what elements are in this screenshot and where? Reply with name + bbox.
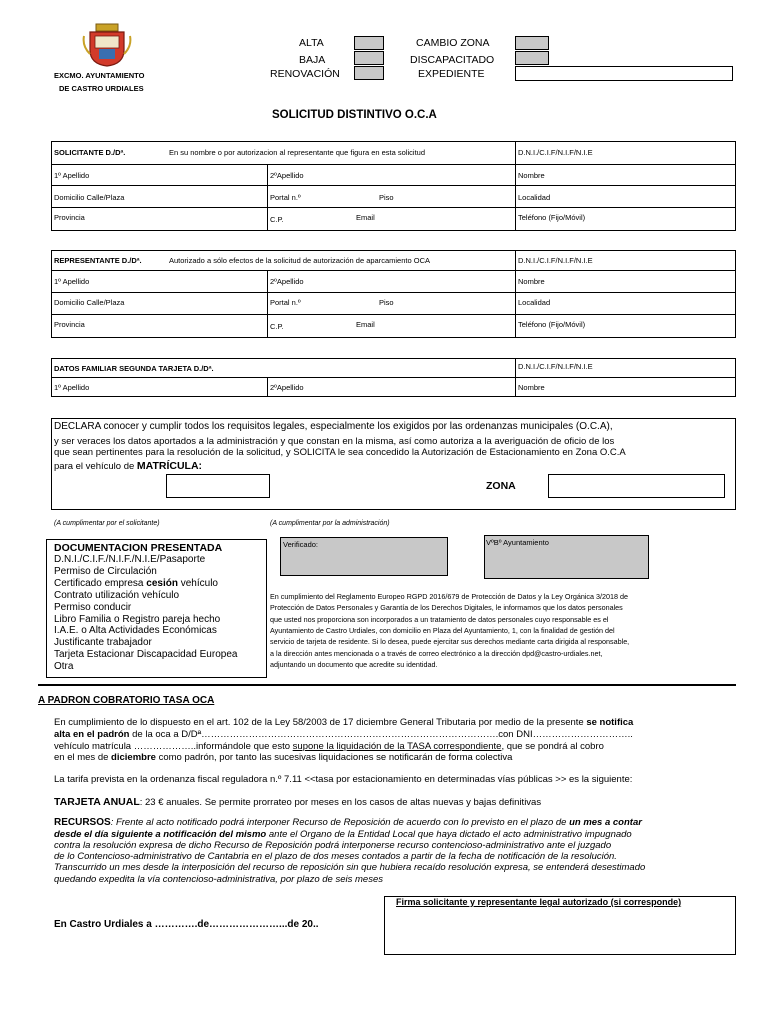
declara-line3: que sean pertinentes para la resolución de la solicitud, y SOLICITA le sea concedido la Autorización de Estacionamiento en Zona O.C.A — [54, 447, 626, 458]
declara-line4-text: para el vehículo de — [54, 461, 137, 472]
padron-tarjeta-anual — [54, 796, 541, 808]
representante-domicilio-field[interactable]: Domicilio Calle/Plaza — [54, 298, 125, 307]
recursos-label: RECURSOS — [54, 817, 111, 828]
padron-p1-line1 — [54, 717, 633, 728]
documentacion-item-tail: vehículo — [177, 577, 218, 589]
expediente-input[interactable] — [515, 66, 733, 81]
note-solicitante: (A cumplimentar por el solicitante) — [54, 520, 160, 527]
padron-p1-a-bold: se notifica — [586, 717, 634, 728]
documentacion-item — [54, 554, 205, 565]
representante-heading: REPRESENTANTE D./Dª. — [54, 256, 142, 265]
recursos-text-1: : Frente al acto notificado podrá interponer Recurso de Reposición de acuerdo con lo previsto en el plazo de — [110, 817, 570, 828]
form-title: SOLICITUD DISTINTIVO O.C.A — [272, 109, 437, 121]
option-expediente-label: EXPEDIENTE — [418, 68, 485, 80]
representante-apellido2-field[interactable]: 2ºApellido — [270, 277, 304, 286]
solicitante-cp-field[interactable]: C.P. — [270, 215, 284, 224]
rgpd-line: que usted nos proporciona son incorporados a un tratamiento de datos personales cuyo responsable es el — [270, 614, 609, 624]
recursos-text-1-bold: un mes a contar — [569, 817, 642, 828]
solicitante-localidad-field[interactable]: Localidad — [518, 193, 551, 202]
padron-p1-b-bold: alta en el padrón — [54, 729, 130, 740]
documentacion-item-text: Permiso de Circulación — [54, 565, 157, 577]
rgpd-line: Protección de Datos Personales y Garantía de los Derechos Digitales, le informamos que los datos personales — [270, 603, 623, 613]
matricula-label: MATRÍCULA: — [136, 460, 203, 472]
org-name-line1: EXCMO. AYUNTAMIENTO — [54, 71, 145, 80]
documentacion-item — [54, 637, 152, 648]
solicitante-piso-field[interactable]: Piso — [379, 193, 394, 202]
recursos-line2 — [54, 829, 632, 840]
documentacion-item-bold: cesión — [146, 577, 178, 589]
documentacion-item-text: Libro Familia o Registro pareja hecho — [54, 613, 221, 625]
representante-provincia-field[interactable]: Provincia — [54, 320, 85, 329]
documentacion-item — [54, 625, 217, 636]
recursos-line1 — [54, 817, 642, 828]
solicitante-apellido1-field[interactable]: 1º Apellido — [54, 171, 90, 180]
rgpd-line: servicio de tarjeta de residente. Si lo desea, puede ejercitar sus derechos mediante carta dirigida al responsable, — [270, 637, 630, 647]
documentacion-item — [54, 578, 218, 589]
solicitante-nombre-field[interactable]: Nombre — [518, 171, 545, 180]
documentacion-item — [54, 649, 237, 660]
padron-p1-d-bold: diciembre — [111, 752, 156, 763]
solicitante-telefono-field[interactable]: Teléfono (Fijo/Móvil) — [518, 213, 586, 222]
option-discapacitado-label: DISCAPACITADO — [410, 54, 495, 66]
representante-telefono-field[interactable]: Teléfono (Fijo/Móvil) — [518, 320, 586, 329]
solicitante-email-field[interactable]: Email — [356, 213, 375, 222]
representante-piso-field[interactable]: Piso — [379, 298, 394, 307]
solicitante-domicilio-field[interactable]: Domicilio Calle/Plaza — [54, 193, 125, 202]
option-renovacion-label: RENOVACIÓN — [270, 68, 340, 80]
recursos-line4: de lo Contencioso-administrativo de Cantabria en el plazo de dos meses contados a partir de la fecha de notificación de la resolución. — [54, 851, 617, 862]
documentacion-item — [54, 614, 220, 625]
solicitante-note: En su nombre o por autorizacion al representante que figura en esta solicitud — [169, 148, 425, 157]
documentacion-item-text: Otra — [54, 661, 74, 673]
padron-p1-a: En cumplimiento de lo dispuesto en el art. 102 de la Ley 58/2003 de 17 diciembre General Tributaria por medio de la presente — [54, 717, 587, 728]
documentacion-item-text: Justificante trabajador — [54, 637, 152, 649]
documentacion-item-text: I.A.E. o Alta Actividades Económicas — [54, 625, 217, 637]
padron-heading: A PADRON COBRATORIO TASA OCA — [38, 695, 215, 706]
padron-p1-line4 — [54, 752, 512, 763]
verificado-label: Verificado: — [283, 540, 319, 549]
option-baja-label: BAJA — [299, 54, 326, 66]
declara-line4 — [54, 460, 202, 472]
solicitante-portal-field[interactable]: Portal n.º — [270, 193, 301, 202]
familiar-heading: DATOS FAMILIAR SEGUNDA TARJETA D./Dª. — [54, 364, 214, 373]
recursos-line5: Transcurrido un mes desde la interposición del recurso de reposición sin que hubiera recaído resolución expresa, se entenderá desestimado — [54, 862, 646, 873]
declara-line2: y ser veraces los datos aportados a la administración y que constan en la misma, así como autoriza a la averiguación de oficio de los — [54, 436, 615, 447]
padron-p1-c: vehículo matrícula ………………..informándole que esto — [54, 741, 293, 752]
rgpd-line: En cumplimiento del Reglamento Europeo RGPD 2016/679 de Protección de Datos y la Ley Orgánica 3/2018 de — [270, 592, 628, 601]
firma-lugar-fecha: En Castro Urdiales a ………….de…………………...de 20.. — [54, 919, 319, 930]
solicitante-provincia-field[interactable]: Provincia — [54, 213, 85, 222]
documentacion-item — [54, 602, 131, 613]
familiar-apellido2-field[interactable]: 2ºApellido — [270, 383, 304, 392]
representante-note: Autorizado a sólo efectos de la solicitud de autorización de aparcamiento OCA — [169, 256, 430, 265]
option-discapacitado-checkbox[interactable] — [515, 51, 549, 65]
coat-of-arms-icon — [82, 22, 132, 68]
option-baja-checkbox[interactable] — [354, 51, 384, 65]
documentacion-item — [54, 661, 73, 672]
padron-p1-line3 — [54, 741, 604, 752]
familiar-apellido1-field[interactable]: 1º Apellido — [54, 383, 90, 392]
vobo-label: VºBº Ayuntamiento — [486, 538, 549, 547]
documentacion-item-text: Contrato utilización vehículo — [54, 589, 180, 601]
rgpd-line: Ayuntamiento de Castro Urdiales, con domicilio en Plaza del Ayuntamiento, 1, con la finalidad de gestión del — [270, 625, 615, 635]
padron-p1-d: en el mes de — [54, 752, 112, 763]
padron-p1-line2 — [54, 729, 633, 740]
padron-p1-c-underline: supone la liquidación de la TASA correspondiente — [292, 741, 502, 752]
representante-email-field[interactable]: Email — [356, 320, 375, 329]
representante-nombre-field[interactable]: Nombre — [518, 277, 545, 286]
documentacion-item-text: D.N.I./C.I.F./N.I.F./N.I.E/Pasaporte — [54, 554, 206, 565]
representante-dni-field[interactable]: D.N.I./C.I.F/N.I.F/N.I.E — [518, 256, 593, 265]
solicitante-apellido2-field[interactable]: 2ºApellido — [270, 171, 304, 180]
solicitante-heading: SOLICITANTE D./Dª. — [54, 148, 126, 157]
solicitante-dni-field[interactable]: D.N.I./C.I.F/N.I.F/N.I.E — [518, 148, 593, 157]
familiar-dni-field[interactable]: D.N.I./C.I.F/N.I.F/N.I.E — [518, 362, 593, 371]
rgpd-line: adjuntando un documento que acredite su identidad. — [270, 659, 438, 669]
recursos-line3: contra la resolución expresa de dicho Recurso de Reposición podrá interponerse recurso contencioso-administrativo ante el juzgado — [54, 840, 612, 851]
recursos-text-2-bold: desde el día siguiente a notificación del mismo — [54, 829, 267, 840]
option-renovacion-checkbox[interactable] — [354, 66, 384, 80]
documentacion-item-text: Tarjeta Estacionar Discapacidad Europea — [54, 649, 238, 661]
org-name-line2: DE CASTRO URDIALES — [59, 84, 144, 93]
padron-p1-c-tail: , que se pondrá al cobro — [501, 741, 604, 752]
documentacion-item-text: Certificado empresa — [54, 577, 147, 589]
representante-apellido1-field[interactable]: 1º Apellido — [54, 277, 90, 286]
documentacion-item — [54, 590, 179, 601]
representante-portal-field[interactable]: Portal n.º — [270, 298, 301, 307]
note-admin: (A cumplimentar por la administración) — [270, 520, 390, 527]
documentacion-heading: DOCUMENTACION PRESENTADA — [54, 542, 223, 554]
zona-label: ZONA — [486, 480, 516, 492]
declara-line1: DECLARA conocer y cumplir todos los requisitos legales, especialmente los exigidos por las ordenanzas municipales (O.C.A), — [54, 421, 613, 432]
option-cambio-zona-checkbox[interactable] — [515, 36, 549, 50]
rgpd-line: a la dirección antes mencionada o a través de correo electrónico a la dirección dpd@castro-urdiales.net, — [270, 648, 603, 658]
option-alta-checkbox[interactable] — [354, 36, 384, 50]
recursos-text-2: ante el Organo de la Entidad Local que haya dictado el acto administrativo impugnado — [266, 829, 632, 840]
recursos-line6: quedando expedita la vía contencioso-administrativa, por plazo de seis meses — [54, 874, 383, 885]
tarjeta-anual-text: : 23 € anuales. Se permite prorrateo por meses en los casos de altas nuevas y bajas definitivas — [139, 797, 542, 808]
zona-input[interactable] — [548, 474, 725, 498]
option-cambio-zona-label: CAMBIO ZONA — [416, 37, 490, 49]
documentacion-item-text: Permiso conducir — [54, 601, 132, 613]
matricula-input[interactable] — [166, 474, 270, 498]
documentacion-item — [54, 566, 157, 577]
option-alta-label: ALTA — [299, 37, 324, 49]
firma-label: Firma solicitante y representante legal autorizado (si corresponde) — [396, 897, 682, 907]
padron-tarifa: La tarifa prevista en la ordenanza fiscal reguladora n.º 7.11 <<tasa por estacionamiento en determinadas vías públicas >> es la siguiente: — [54, 774, 633, 785]
familiar-nombre-field[interactable]: Nombre — [518, 383, 545, 392]
representante-localidad-field[interactable]: Localidad — [518, 298, 551, 307]
representante-cp-field[interactable]: C.P. — [270, 322, 284, 331]
padron-p1-d-tail: como padrón, por tanto las sucesivas liquidaciones se notificarán de forma colectiva — [155, 752, 513, 763]
tarjeta-anual-label: TARJETA ANUAL — [54, 796, 140, 808]
padron-p1-b: de la oca a D/Dª………………………………………………………………………………….con DNI………………………….. — [129, 729, 633, 740]
